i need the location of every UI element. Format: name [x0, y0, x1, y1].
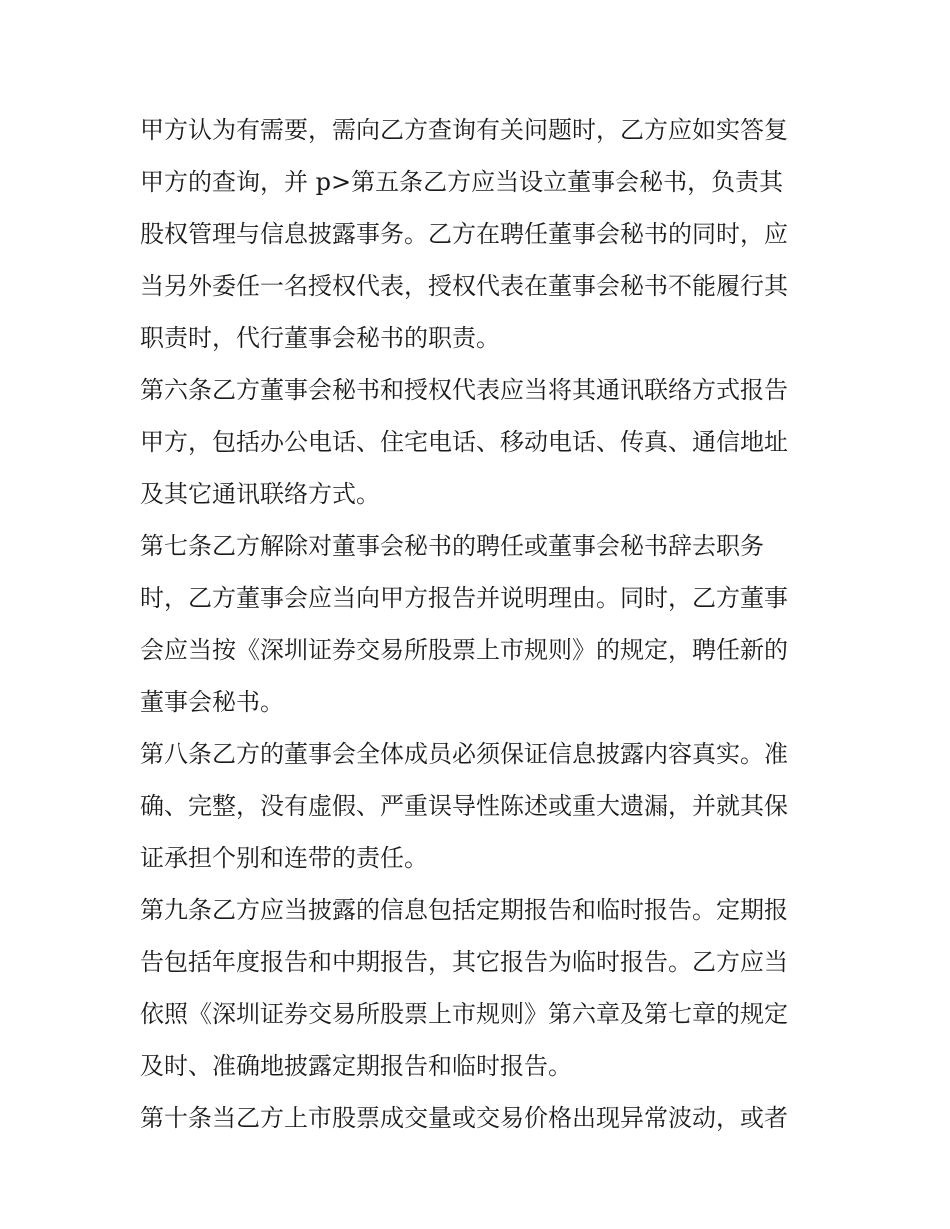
text-line: 第八条乙方的董事会全体成员必须保证信息披露内容真实。准 [140, 740, 788, 768]
text-line: 股权管理与信息披露事务。乙方在聘任董事会秘书的同时，应 [140, 220, 788, 248]
text-line: 第十条当乙方上市股票成交量或交易价格出现异常波动，或者 [140, 1104, 788, 1132]
text-line: 时，乙方董事会应当向甲方报告并说明理由。同时，乙方董事 [140, 584, 788, 612]
text-line: 会应当按《深圳证券交易所股票上市规则》的规定，聘任新的 [140, 636, 788, 664]
text-line: 及其它通讯联络方式。 [140, 480, 380, 508]
text-line: 第六条乙方董事会秘书和授权代表应当将其通讯联络方式报告 [140, 376, 788, 404]
text-line: 职责时，代行董事会秘书的职责。 [140, 324, 500, 352]
text-line: 第九条乙方应当披露的信息包括定期报告和临时报告。定期报 [140, 896, 788, 924]
text-line: 甲方，包括办公电话、住宅电话、移动电话、传真、通信地址 [140, 428, 788, 456]
text-line: 依照《深圳证券交易所股票上市规则》第六章及第七章的规定 [140, 1000, 788, 1028]
document-body [140, 104, 812, 1144]
text-line: 甲方认为有需要，需向乙方查询有关问题时，乙方应如实答复 [140, 116, 788, 144]
text-line: 及时、准确地披露定期报告和临时报告。 [140, 1052, 572, 1080]
text-line: 第七条乙方解除对董事会秘书的聘任或董事会秘书辞去职务 [140, 532, 764, 560]
text-line: 告包括年度报告和中期报告，其它报告为临时报告。乙方应当 [140, 948, 788, 976]
text-line: 董事会秘书。 [140, 688, 284, 716]
text-line: 甲方的查询，并 p>第五条乙方应当设立董事会秘书，负责其 [140, 168, 784, 196]
text-line: 证承担个别和连带的责任。 [140, 844, 428, 872]
text-line: 确、完整，没有虚假、严重误导性陈述或重大遗漏，并就其保 [140, 792, 788, 820]
text-line: 当另外委任一名授权代表，授权代表在董事会秘书不能履行其 [140, 272, 788, 300]
